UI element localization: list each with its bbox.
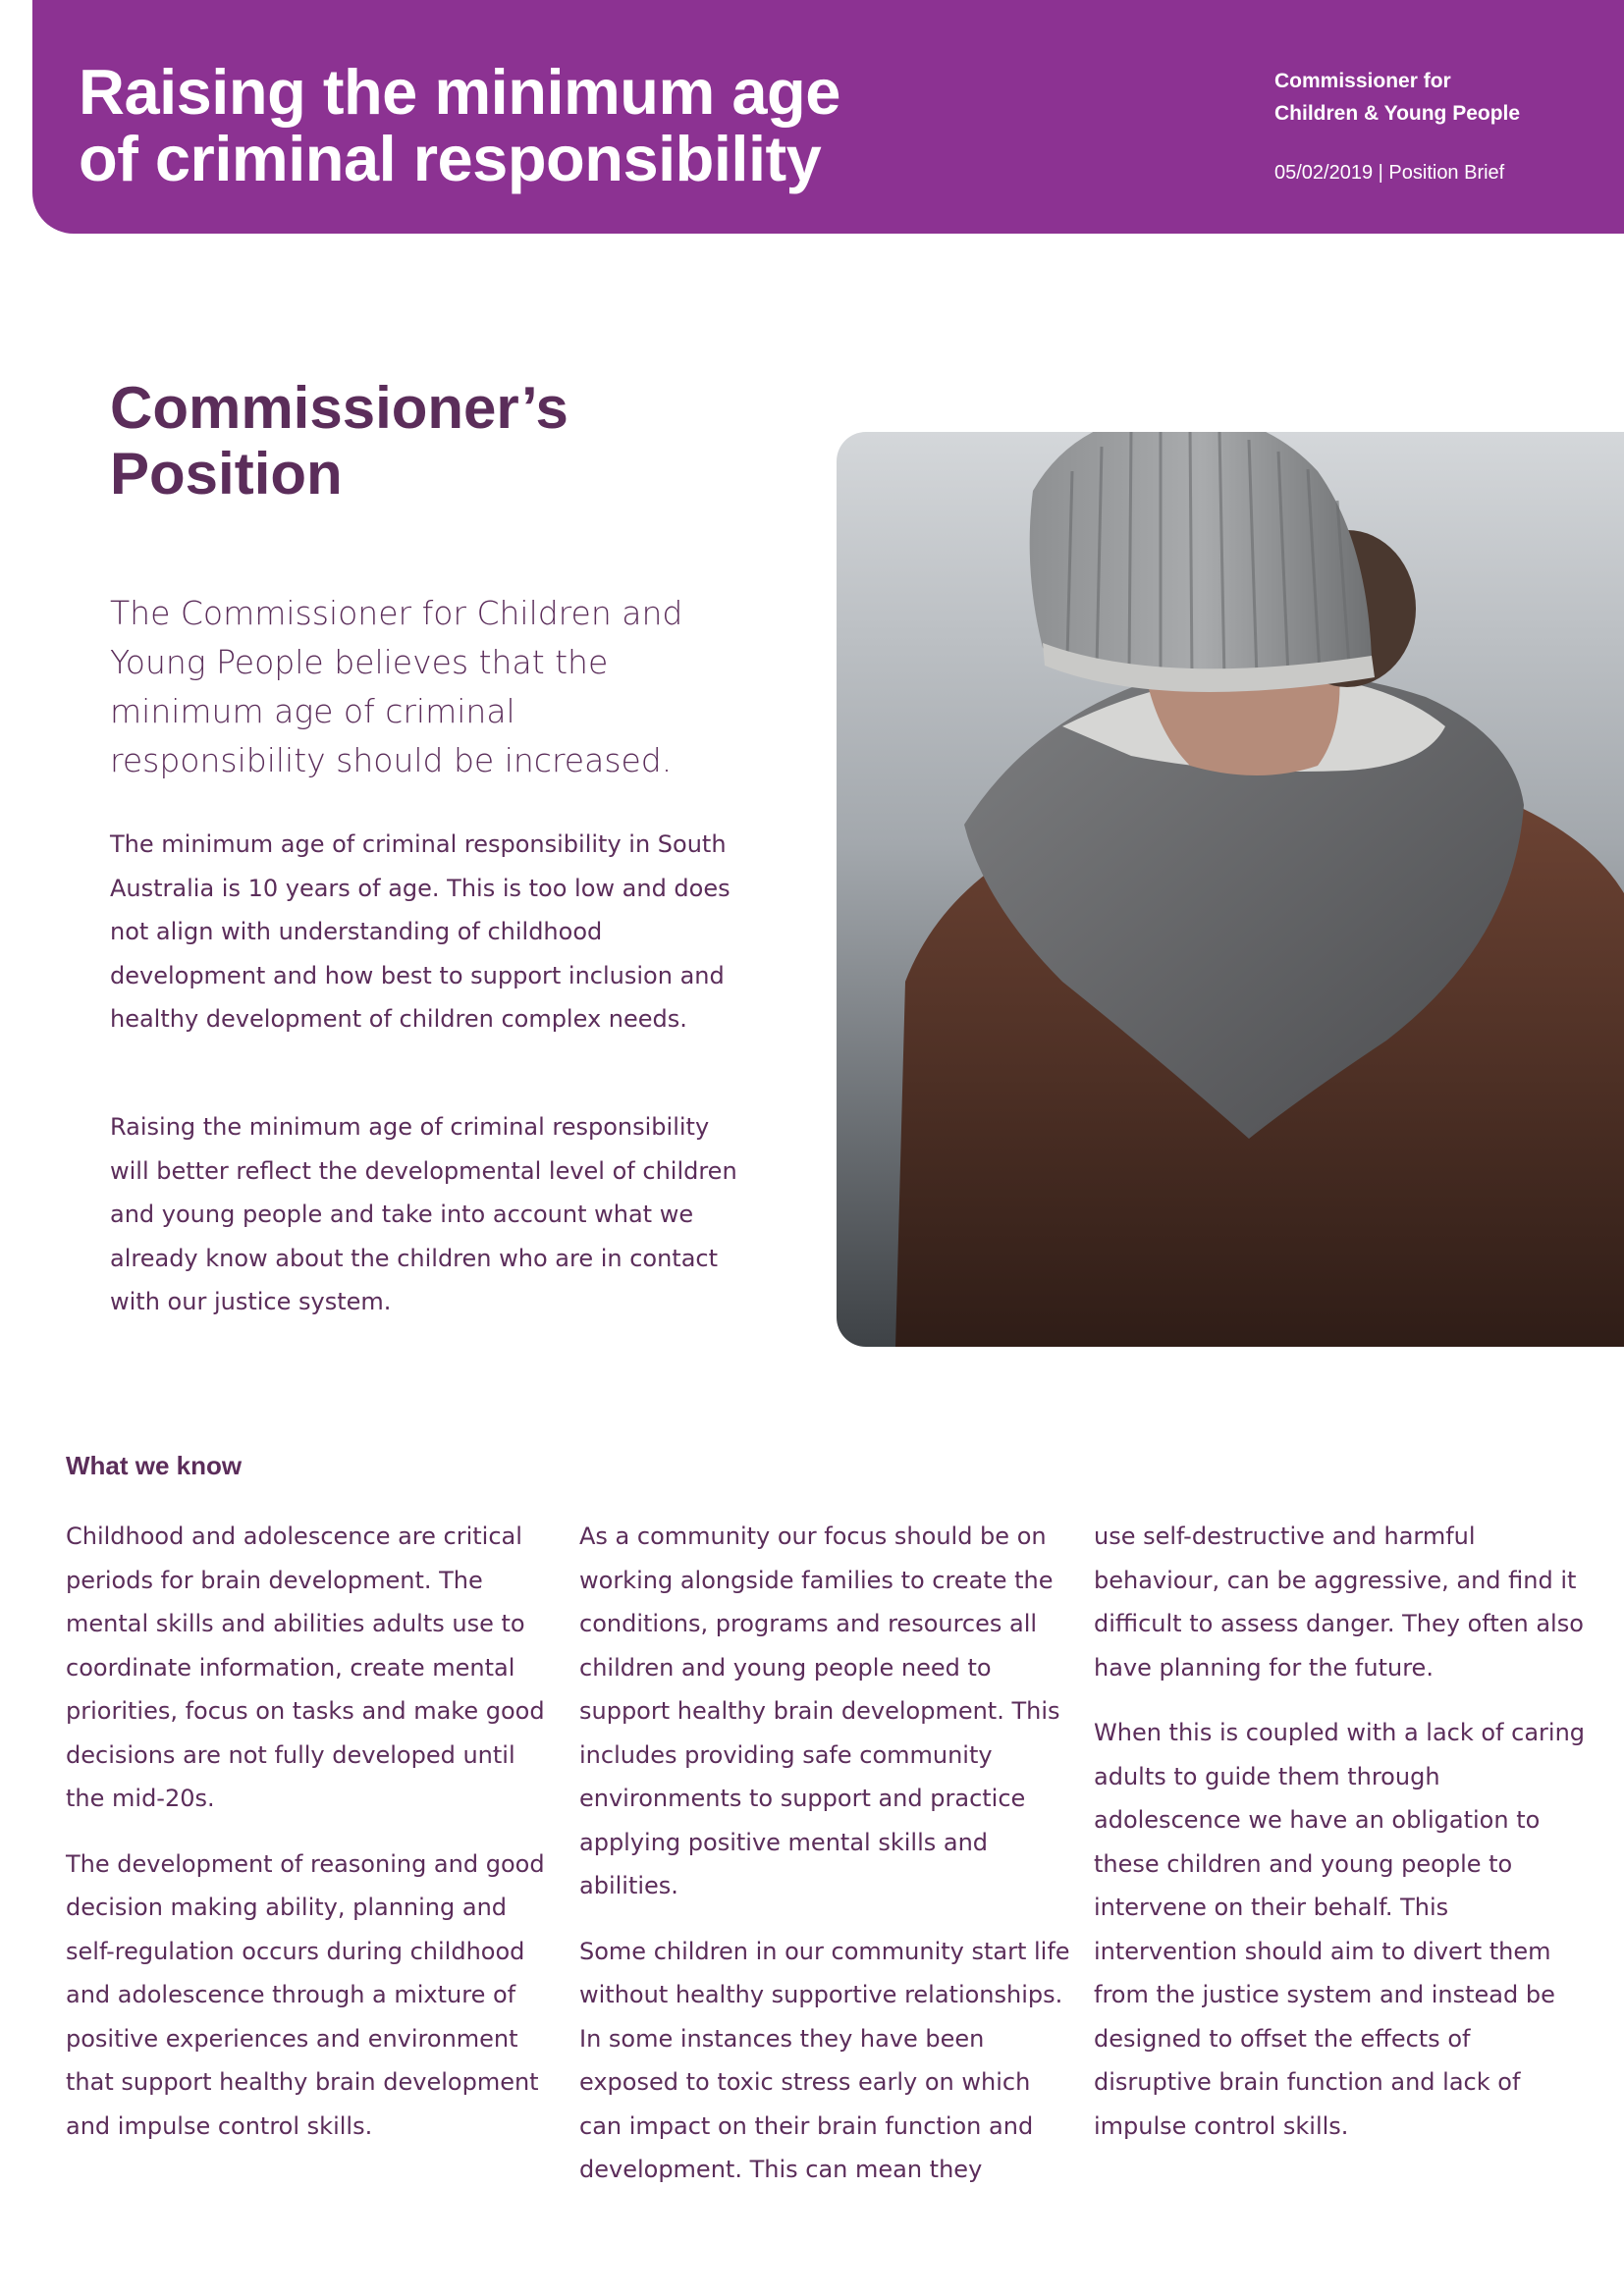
position-lead: The Commissioner for Children and Young People believes that the minimum age of criminal responsibility should be increased. [110,594,683,779]
org-line-1: Commissioner for [1274,70,1451,92]
org-line-2: Children & Young People [1274,102,1521,125]
column-2-paragraph-1: As a community our focus should be on working alongside families to create the conditions, programs and resources all children and young people need to support healthy brain development. This includes providing safe community environments to support and practice applying positive mental skills and abilities. [579,1522,1060,1899]
hero-photo [837,432,1624,1347]
position-heading-line-2: Position [110,441,343,507]
document-title [79,56,962,194]
column-3-paragraph-1: use self-destructive and harmful behaviour, can be aggressive, and find it difficult to assess danger. They often also have planning for the future. [1094,1522,1584,1682]
column-2-paragraph-2: Some children in our community start life without healthy supportive relationships. In some instances they have been exposed to toxic stress early on which can impact on their brain function and development. This can mean they [579,1937,1070,2183]
position-heading [110,375,699,507]
column-1 [66,1515,557,2169]
date-and-type: 05/02/2019 | Position Brief [1274,162,1505,184]
organisation-name [1274,65,1608,130]
position-paragraph-1: The minimum age of criminal responsibility in South Australia is 10 years of age. This is too low and does not align with understanding of childhood development and how best to support inclusion and healthy development of children complex needs. [110,830,731,1033]
column-2 [579,1515,1070,2214]
column-3 [1094,1515,1585,2169]
column-1-paragraph-2: The development of reasoning and good decision making ability, planning and self-regulation occurs during childhood and adolescence through a mixture of positive experiences and environment that support healthy brain development and impulse control skills. [66,1849,545,2140]
title-line-2: of criminal responsibility [79,123,822,194]
position-heading-line-1: Commissioner’s [110,375,568,441]
column-3-paragraph-2: When this is coupled with a lack of caring adults to guide them through adolescence we have an obligation to these children and young people to intervene on their behalf. This intervention should aim to divert them from the justice system and instead be designed to offset the effects of disruptive brain function and lack of impulse control skills. [1094,1719,1586,2140]
position-paragraph-2: Raising the minimum age of criminal responsibility will better reflect the developmental level of children and young people and take into account what we already know about the children who are in contact with our justice system. [110,1113,737,1315]
title-line-1: Raising the minimum age [79,56,840,128]
photo-illustration [837,432,1624,1347]
column-1-paragraph-1: Childhood and adolescence are critical periods for brain development. The mental skills and abilities adults use to coordinate information, create mental priorities, focus on tasks and make good decisions are not fully developed until the mid-20s. [66,1522,545,1812]
what-we-know-heading: What we know [66,1451,243,1480]
